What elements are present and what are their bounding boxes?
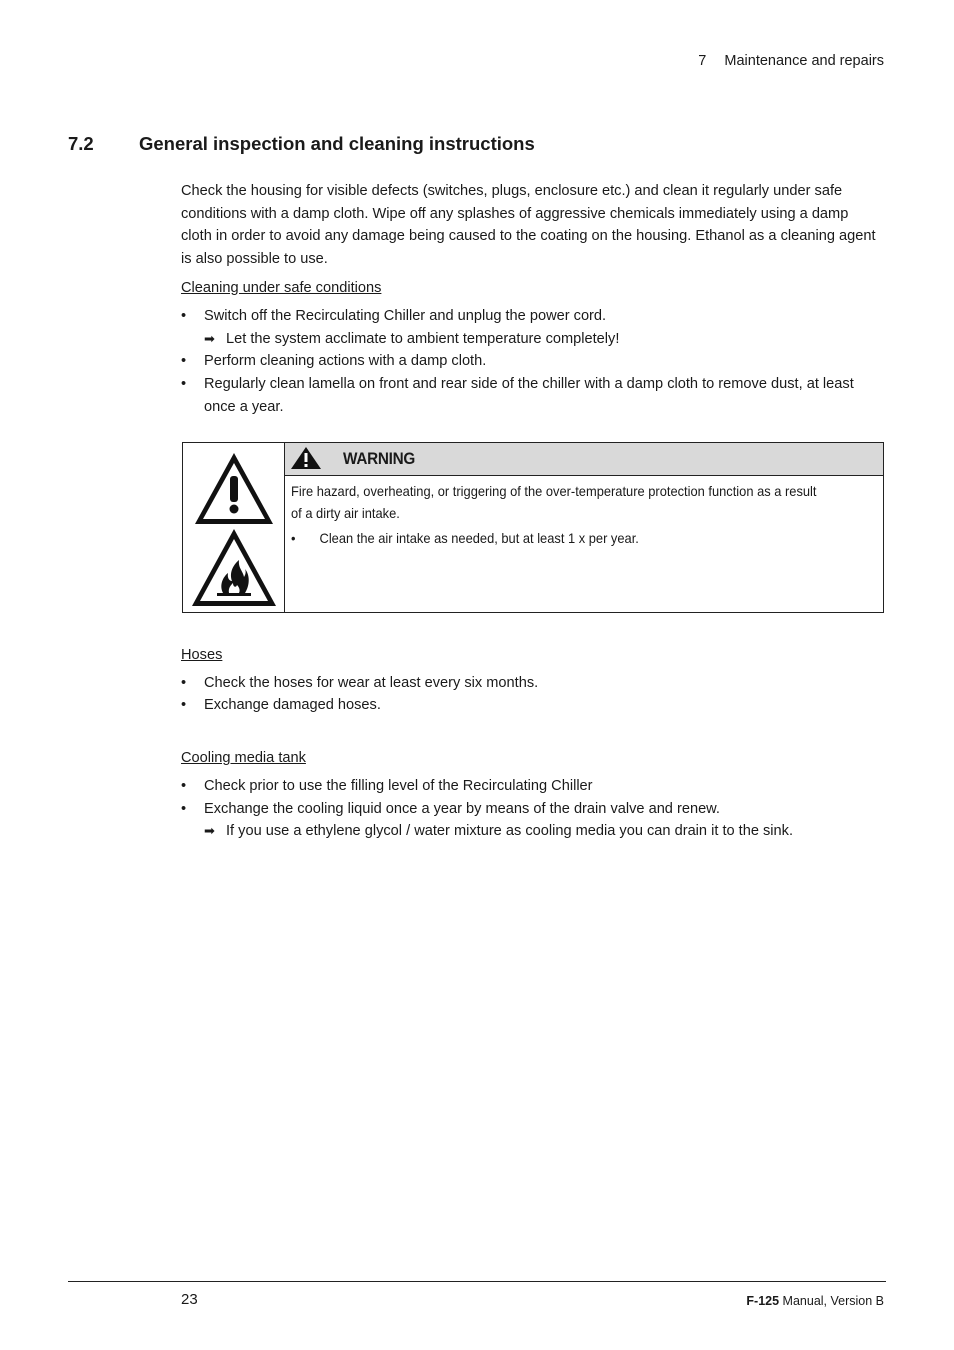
list-item: • Regularly clean lamella on front and rear side of the chiller with a damp cloth to remove dust, at least once a year. xyxy=(181,376,854,415)
footer-divider xyxy=(68,1281,886,1282)
arrow-icon: ➡ xyxy=(204,331,215,346)
cleaning-heading: Cleaning under safe conditions xyxy=(181,280,382,296)
tank-heading: Cooling media tank xyxy=(181,750,306,766)
hoses-heading: Hoses xyxy=(181,647,223,663)
page-number: 23 xyxy=(181,1291,198,1308)
section-title: General inspection and cleaning instructions xyxy=(139,133,535,154)
section-number: 7.2 xyxy=(68,133,94,154)
list-item: • Check the hoses for wear at least every six months. xyxy=(181,675,539,691)
intro-paragraph: Check the housing for visible defects (switches, plugs, enclosure etc.) and clean it regularly under safe conditions with a damp cloth. Wipe off any splashes of aggressive chemicals immediately using a damp cloth in order to avoid any damage being caused to the coating on the housing. Ethanol as a cleaning agent is also possible to use. xyxy=(181,183,876,267)
chapter-title: Maintenance and repairs xyxy=(724,53,884,69)
warning-text: Fire hazard, overheating, or triggering of the over-temperature protection function as a result of a dirty air intake. xyxy=(291,483,817,521)
document-version: Manual, Version B xyxy=(782,1294,884,1308)
arrow-icon: ➡ xyxy=(204,823,215,838)
warning-label: WARNING xyxy=(343,449,416,468)
list-item: • Exchange the cooling liquid once a year by means of the drain valve and renew. xyxy=(181,801,720,817)
warning-icons-column xyxy=(183,443,285,612)
flammable-icon xyxy=(183,527,285,612)
chapter-number: 7 xyxy=(698,53,707,69)
document-title xyxy=(746,1294,884,1308)
list-item: • Switch off the Recirculating Chiller and unplug the power cord. xyxy=(181,308,607,324)
warning-triangle-icon xyxy=(290,446,322,470)
warning-box xyxy=(182,442,884,613)
running-header xyxy=(698,53,884,69)
list-item: • Perform cleaning actions with a damp cloth. xyxy=(181,353,487,369)
list-sub-item: ➡ If you use a ethylene glycol / water mixture as cooling media you can drain it to the sink. xyxy=(204,820,884,843)
product-name: F-125 xyxy=(746,1294,780,1308)
list-item: • Exchange damaged hoses. xyxy=(181,697,381,713)
list-sub-item: ➡ Let the system acclimate to ambient temperature completely! xyxy=(204,328,884,351)
list-item: • Check prior to use the filling level of the Recirculating Chiller xyxy=(181,778,593,794)
warning-header xyxy=(285,443,883,476)
warning-bullet: • Clean the air intake as needed, but at least 1 x per year. xyxy=(291,530,639,546)
